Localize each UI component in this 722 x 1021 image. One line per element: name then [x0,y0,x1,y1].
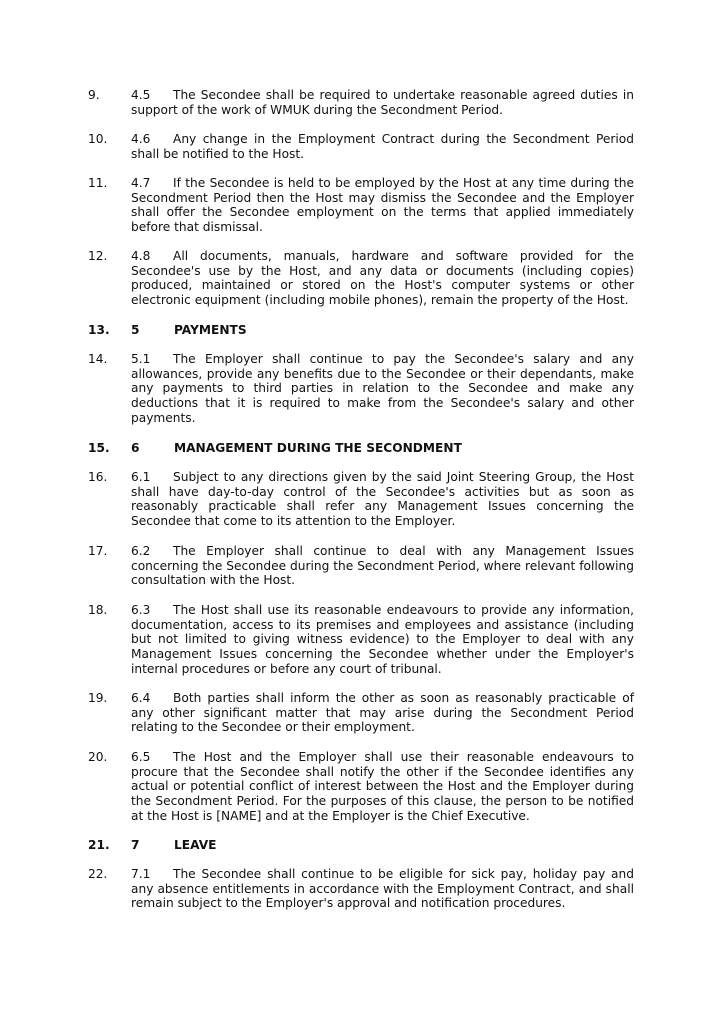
clause-text [131,249,634,308]
clause-body: Both parties shall inform the other as soon as reasonably practicable of any other significant matter that may arise during the Secondment Period relating to the Secondee or their employment. [131,691,634,735]
clause-number: 4.7 [131,176,151,190]
section-number: 5 [131,323,140,337]
paragraph-number: 14. [88,352,108,366]
paragraph-number: 15. [88,441,110,455]
paragraph-number: 9. [88,88,100,102]
paragraph-number: 17. [88,544,108,558]
section-number: 7 [131,838,140,852]
clause-body: The Employer shall continue to deal with any Management Issues concerning the Secondee during the Secondment Period, where relevant following consultation with the Host. [131,544,634,588]
section-title: PAYMENTS [174,323,247,337]
paragraph-number: 18. [88,603,108,617]
clause-body: The Secondee shall be required to undertake reasonable agreed duties in support of the work of WMUK during the Secondment Period. [131,88,634,117]
clause-body: The Host shall use its reasonable endeavours to provide any information, documentation, access to its premises and employees and assistance (including but not limited to giving witness evidence) to the Employer to deal with any Management Issues concerning the Secondee whether under the Employer's internal procedures or before any court of tribunal. [131,603,634,676]
clause-number: 7.1 [131,867,151,881]
clause-number: 6.1 [131,470,151,484]
clause-text [131,88,634,117]
clause-text [131,750,634,824]
clause-number: 5.1 [131,352,151,366]
paragraph-number: 13. [88,323,110,337]
clause-text [131,867,634,911]
clause-text [131,176,634,235]
clause-number: 4.5 [131,88,151,102]
clause-number: 6.5 [131,750,151,764]
paragraph-number: 10. [88,132,108,146]
clause-text [131,691,634,735]
clause-body: The Host and the Employer shall use their reasonable endeavours to procure that the Secondee shall notify the other if the Secondee identifies any actual or potential conflict of interest between the Host and the Employer during the Secondment Period. For the purposes of this clause, the person to be notified at the Host is [NAME] and at the Employer is the Chief Executive. [131,750,634,823]
clause-body: The Employer shall continue to pay the Secondee's salary and any allowances, provide any benefits due to the Secondee or their dependants, make any payments to third parties in relation to the Secondee and make any deductions that it is required to make from the Secondee's salary and other payments. [131,352,634,425]
clause-number: 6.3 [131,603,151,617]
clause-body: Subject to any directions given by the said Joint Steering Group, the Host shall have day-to-day control of the Secondee's activities but as soon as reasonably practicable shall refer any Management Issues concerning the Secondee that come to its attention to the Employer. [131,470,634,529]
clause-body: Any change in the Employment Contract during the Secondment Period shall be notified to the Host. [131,132,634,161]
clause-text [131,132,634,161]
section-number: 6 [131,441,140,455]
paragraph-number: 21. [88,838,110,852]
clause-text [131,544,634,588]
clause-number: 6.2 [131,544,151,558]
clause-number: 4.8 [131,249,151,263]
clause-number: 6.4 [131,691,151,705]
paragraph-number: 22. [88,867,108,881]
clause-body: If the Secondee is held to be employed by the Host at any time during the Secondment Period then the Host may dismiss the Secondee and the Employer shall offer the Secondee employment on the terms that applied immediately before that dismissal. [131,176,634,235]
clause-body: All documents, manuals, hardware and software provided for the Secondee's use by the Host, and any data or documents (including copies) produced, maintained or stored on the Host's computer systems or other electronic equipment (including mobile phones), remain the property of the Host. [131,249,634,308]
clause-text [131,603,634,677]
paragraph-number: 12. [88,249,108,263]
clause-text [131,470,634,529]
clause-body: The Secondee shall continue to be eligible for sick pay, holiday pay and any absence entitlements in accordance with the Employment Contract, and shall remain subject to the Employer's approval and notification procedures. [131,867,634,911]
section-title: MANAGEMENT DURING THE SECONDMENT [174,441,462,455]
clause-number: 4.6 [131,132,151,146]
section-title: LEAVE [174,838,217,852]
paragraph-number: 11. [88,176,108,190]
paragraph-number: 20. [88,750,108,764]
paragraph-number: 19. [88,691,108,705]
clause-text [131,352,634,426]
paragraph-number: 16. [88,470,108,484]
